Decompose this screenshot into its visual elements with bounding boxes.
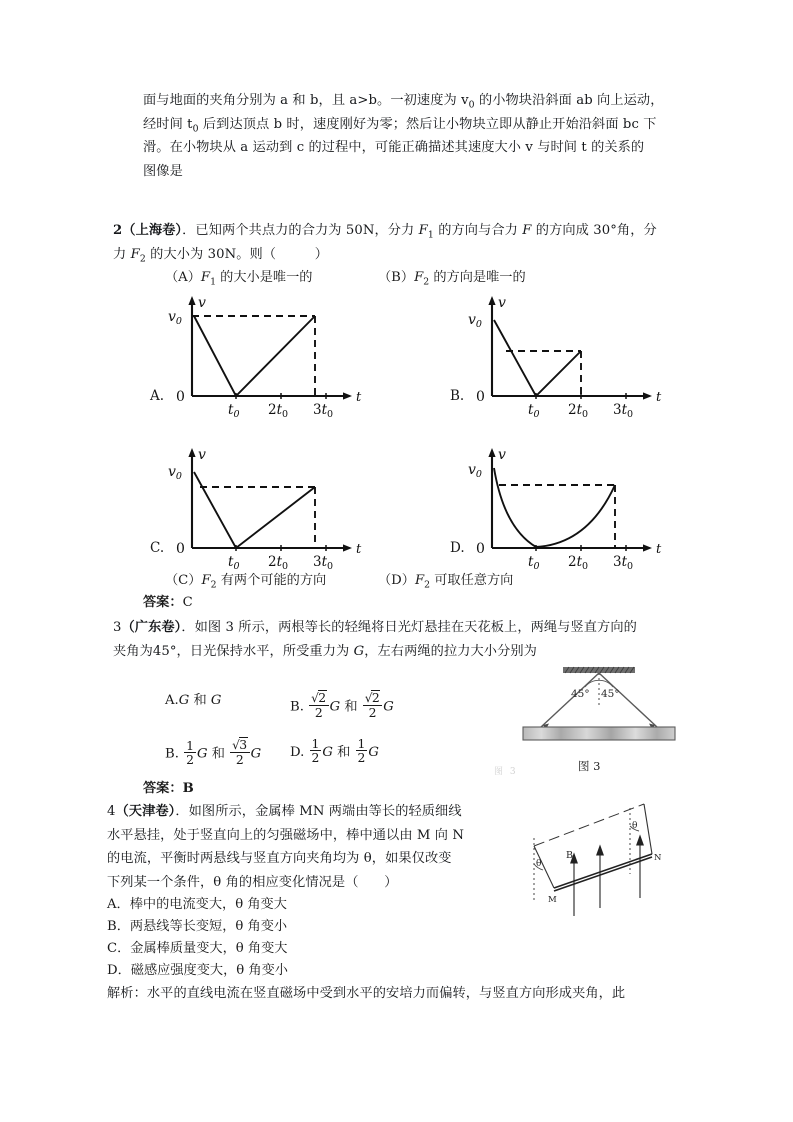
intro-line-1: 面与地面的夹角分别为 a 和 b，且 a>b。一初速度为 $v_0$ 的小物块沿斜面 ab 向上运动， [143, 93, 664, 111]
figure3-caption: 图 3 [578, 759, 601, 773]
x-tick-label-3t0: $3t_0$ [313, 402, 334, 418]
figure4-rod-mn [512, 798, 682, 950]
intro-line-4: 图像是 [143, 163, 183, 179]
question4-choice-D[interactable]: D．磁感应强度变大，θ 角变小 [107, 963, 288, 978]
question4-line-2: 水平悬挂，处于竖直向上的匀强磁场中，棒中通以由 M 向 N [107, 827, 465, 843]
question2-choice-D[interactable]: $(D)F_2$ 可取任意方向 [378, 573, 514, 591]
question4-choice-A[interactable]: A．棒中的电流变大，θ 角变大 [107, 897, 287, 912]
question3-answer [143, 778, 194, 800]
question4-choice-B[interactable]: B．两悬线等长变短，θ 角变小 [107, 919, 288, 934]
question3-line-1: 3（广东卷）．如图 3 所示，两根等长的轻绳将日光灯悬挂在天花板上，两绳与竖直方向的 [113, 620, 637, 635]
rod-mn-line-2 [554, 857, 652, 891]
y-tick-zero-label: 0 [476, 541, 485, 557]
sqrt-2-radical: √2 [311, 690, 327, 705]
data-polyline [194, 316, 315, 396]
y-tick-v0-label: $v_0$ [468, 462, 482, 480]
field-label-b: B [566, 850, 573, 861]
y-axis-label: v [498, 295, 506, 311]
question2-choice-C[interactable]: $(C)F_2$ 有两个可能的方向 [165, 573, 327, 591]
y-tick-zero-label: 0 [176, 389, 185, 405]
question3-choice-A[interactable]: A.G 和 G [165, 693, 222, 708]
fraction-sqrt2-over-2-b: $\frac{√2}{2}$ [363, 690, 383, 719]
question4-analysis [107, 982, 677, 1006]
graph-c-svg [160, 440, 370, 570]
rope-right [599, 673, 657, 727]
suspension-line-right [644, 804, 652, 854]
graph-a [150, 288, 370, 418]
question2-choice-B[interactable]: $(B)F_2$ 的方向是唯一的 [378, 270, 526, 288]
angle-label-right: θ [632, 821, 638, 831]
graph-d-svg [460, 440, 670, 570]
sqrt-3-radical: √3 [232, 737, 248, 752]
figure3-ghost-text: 图 3 [494, 767, 518, 777]
graph-a-svg [160, 288, 370, 418]
fluorescent-lamp-bar [523, 727, 675, 740]
intro-line-3: 滑。在小物块从 a 运动到 c 的过程中，可能正确描述其速度大小 v 与时间 t 的关系的 [143, 140, 645, 155]
x-axis-label: t [356, 542, 362, 557]
x-tick-label-2t0: $2t_0$ [268, 554, 289, 570]
y-axis-label: v [198, 447, 206, 463]
question4-analysis-text: 水平的直线电流在竖直磁场中受到水平的安培力而偏转，与竖直方向形成夹角，此 [146, 986, 626, 1001]
question2-source: （上海卷） [122, 223, 183, 238]
rod-label-n: N [654, 853, 662, 863]
fraction-one-half-d: $\frac{1}{2}$ [357, 736, 366, 766]
graph-b-svg [460, 288, 670, 418]
question3-source: （广东卷） [121, 620, 182, 635]
graph-b [450, 288, 670, 418]
y-tick-v0-label: $v_0$ [168, 309, 182, 327]
graph-a-option-letter: A. [150, 388, 165, 404]
question3-answer-label: 答案： [143, 781, 183, 796]
question4-source: （天津卷） [115, 804, 176, 819]
fraction-sqrt2-over-2: $\frac{√2}{2}$ [309, 690, 329, 719]
data-polyline [194, 472, 315, 548]
question4-choice-C[interactable]: C．金属棒质量变大，θ 角变大 [107, 941, 288, 956]
decel-curve [494, 468, 536, 547]
x-axis-arrow [643, 544, 652, 551]
question4-analysis-label: 解析： [107, 986, 147, 1001]
question2-line-2: 力 $F_2$ 的大小为 30N。则（ ） [113, 246, 329, 265]
question3-choice-B1[interactable]: B. $\frac{√2}{2}$ G 和 $\frac{√2}{2}$ G [290, 690, 394, 720]
x-tick-label-t0: $t_0$ [228, 402, 240, 418]
y-tick-zero-label: 0 [476, 389, 485, 405]
question2-answer [143, 592, 193, 614]
x-axis-label: t [656, 542, 662, 557]
fraction-one-half-c: $\frac{1}{2}$ [311, 736, 320, 766]
question3-choice-D[interactable]: D. $\frac{1}{2}$ G 和 $\frac{1}{2}$ G [290, 736, 379, 766]
question4-stem [107, 800, 507, 894]
x-tick-label-t0: $t_0$ [528, 402, 540, 418]
x-axis-label: t [656, 390, 662, 405]
angle-label-left: 45° [571, 688, 590, 700]
x-axis-arrow [643, 392, 652, 399]
rope-left [541, 673, 599, 727]
magnetic-field-arrows [571, 836, 643, 916]
y-axis-arrow [188, 296, 195, 305]
graph-d [450, 440, 670, 570]
data-polyline [494, 320, 581, 396]
question4-line-4: 下列某一个条件，θ 角的相应变化情况是（ ） [107, 874, 398, 890]
accel-curve [536, 485, 615, 547]
y-tick-zero-label: 0 [176, 541, 185, 557]
x-tick-label-2t0: $2t_0$ [568, 554, 589, 570]
x-tick-label-3t0: $3t_0$ [613, 554, 634, 570]
fraction-one-half: $\frac{1}{2}$ [186, 737, 194, 767]
question2-answer-label: 答案： [143, 595, 183, 610]
question2-line-1: 2（上海卷）．已知两个共点力的合力为 50N，分力 $F_1$ 的方向与合力 F 的方向成 30°角，分 [113, 223, 657, 241]
y-axis-label: v [198, 295, 206, 311]
y-tick-v0-label: $v_0$ [468, 312, 482, 330]
graph-d-option-letter: D. [450, 540, 465, 556]
y-axis-arrow [488, 296, 495, 305]
question2-choice-A[interactable]: $(A)F_1$ 的大小是唯一的 [165, 270, 313, 288]
graph-c-option-letter: C. [150, 540, 165, 556]
question2-answer-value: C [182, 595, 193, 610]
question3-answer-value: B [182, 781, 194, 796]
rod-label-m: M [548, 895, 557, 905]
intro-paragraph [143, 89, 667, 183]
y-tick-v0-label: $v_0$ [168, 464, 182, 482]
question3-number: 3 [113, 620, 122, 635]
figure3-lamp [485, 663, 680, 767]
question4-line-3: 的电流，平衡时两悬线与竖直方向夹角均为 θ，如果仅改变 [107, 851, 452, 866]
graph-b-option-letter: B. [450, 388, 465, 404]
question4-line-1: 4（天津卷）．如图所示，金属棒 MN 两端由等长的轻质细线 [107, 804, 462, 819]
y-axis-arrow [188, 448, 195, 457]
x-tick-label-t0: $t_0$ [228, 554, 240, 570]
question3-line-2: 夹角为45°，日光保持水平，所受重力为 G，左右两绳的拉力大小分别为 [113, 643, 537, 659]
x-tick-label-t0: $t_0$ [528, 554, 540, 570]
ceiling-dashed-line [534, 804, 644, 846]
fraction-sqrt3-over-2: $\frac{√3}{2}$ [230, 737, 250, 766]
graph-c [150, 440, 370, 570]
question4-number: 4 [107, 804, 116, 819]
x-tick-label-2t0: $2t_0$ [268, 402, 289, 418]
y-axis-arrow [488, 448, 495, 457]
sqrt-2-radical-b: √2 [364, 690, 380, 705]
question2-number: 2 [113, 223, 123, 238]
figure4-svg [512, 798, 682, 946]
x-tick-label-3t0: $3t_0$ [313, 554, 334, 570]
x-axis-label: t [356, 390, 362, 405]
question3-stem [113, 616, 675, 663]
figure3-svg [485, 663, 680, 763]
question3-choice-B2[interactable]: B. $\frac{1}{2}$ G 和 $\frac{√3}{2}$ G [165, 737, 262, 767]
question2-stem [113, 219, 673, 266]
y-axis-label: v [498, 447, 506, 463]
x-tick-label-2t0: $2t_0$ [568, 402, 589, 418]
angle-label-left: θ [536, 859, 542, 869]
x-axis-arrow [343, 544, 352, 551]
x-axis-arrow [343, 392, 352, 399]
intro-line-2: 经时间 $t_0$ 后到达顶点 b 时，速度刚好为零；然后让小物块立即从静止开始沿斜面 bc 下 [143, 116, 657, 135]
x-tick-label-3t0: $3t_0$ [613, 402, 634, 418]
angle-label-right: 45° [601, 688, 620, 700]
